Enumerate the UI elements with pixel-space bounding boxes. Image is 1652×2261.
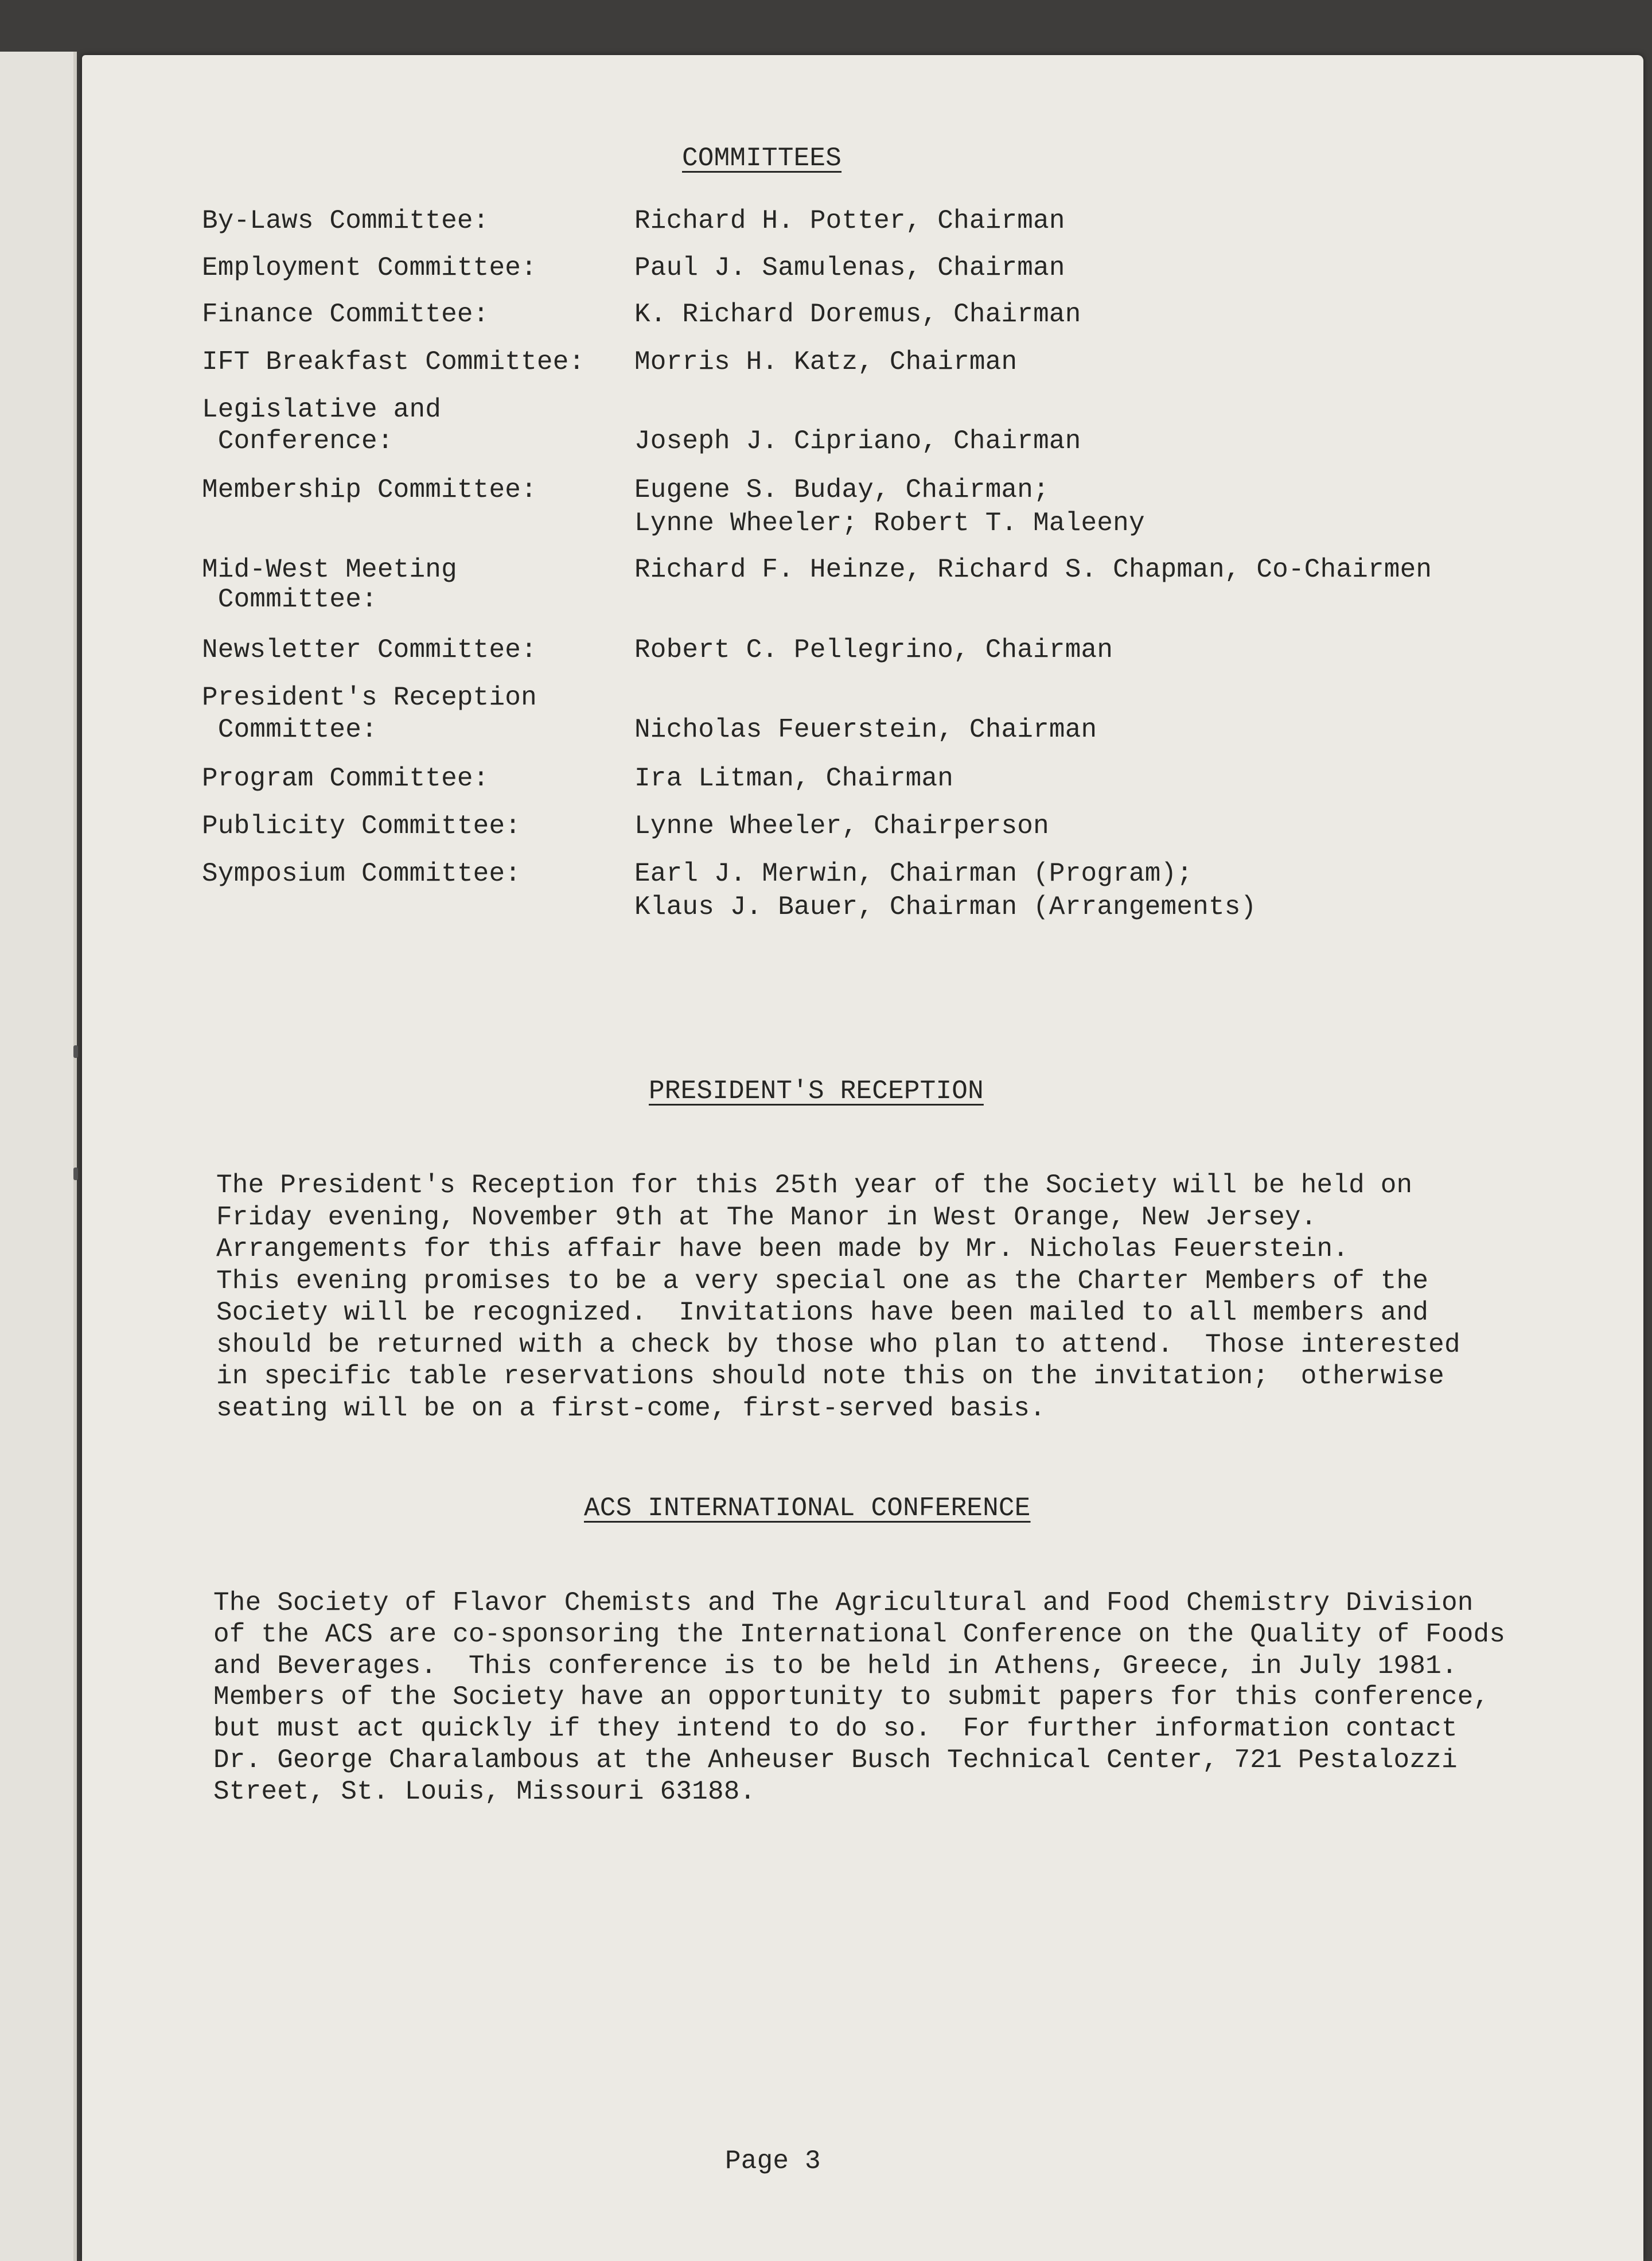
committee-chair: Lynne Wheeler, Chairperson xyxy=(634,811,1049,841)
paragraph-line: Society will be recognized. Invitations have been mailed to all members and xyxy=(216,1298,1429,1328)
binding-mark xyxy=(73,1168,78,1180)
paragraph-line: This evening promises to be a very special one as the Charter Members of the xyxy=(216,1266,1429,1296)
committee-name: President's Reception xyxy=(202,683,537,713)
committee-chair: Lynne Wheeler; Robert T. Maleeny xyxy=(634,508,1145,538)
paragraph-line: and Beverages. This conference is to be held in Athens, Greece, in July 1981. xyxy=(213,1651,1458,1681)
committee-chair: Nicholas Feuerstein, Chairman xyxy=(634,715,1097,745)
committee-name: IFT Breakfast Committee: xyxy=(202,347,585,377)
committee-chair: K. Richard Doremus, Chairman xyxy=(634,299,1081,329)
committee-chair: Joseph J. Cipriano, Chairman xyxy=(634,426,1081,456)
committee-name: Conference: xyxy=(202,426,393,456)
committee-chair: Earl J. Merwin, Chairman (Program); xyxy=(634,859,1193,889)
committee-chair: Ira Litman, Chairman xyxy=(634,764,954,793)
presidents-reception-heading: PRESIDENT'S RECEPTION xyxy=(649,1076,984,1106)
paragraph-line: seating will be on a first-come, first-served basis. xyxy=(216,1393,1046,1423)
acs-conference-heading: ACS INTERNATIONAL CONFERENCE xyxy=(584,1493,1031,1523)
facing-page-edge xyxy=(0,52,77,2261)
committee-name: Legislative and xyxy=(202,395,442,425)
committee-chair: Robert C. Pellegrino, Chairman xyxy=(634,635,1113,665)
paragraph-line: Friday evening, November 9th at The Manor in West Orange, New Jersey. xyxy=(216,1202,1317,1232)
committee-chair: Richard F. Heinze, Richard S. Chapman, Co-Chairmen xyxy=(634,555,1432,585)
committee-name: Symposium Committee: xyxy=(202,859,521,889)
paragraph-line: Street, St. Louis, Missouri 63188. xyxy=(213,1776,756,1807)
committee-chair: Eugene S. Buday, Chairman; xyxy=(634,475,1049,505)
paragraph-line: but must act quickly if they intend to do so. For further information contact xyxy=(213,1714,1458,1744)
paragraph-line: The Society of Flavor Chemists and The Agricultural and Food Chemistry Division xyxy=(213,1588,1474,1618)
paragraph-line: Arrangements for this affair have been made by Mr. Nicholas Feuerstein. xyxy=(216,1234,1349,1264)
page-number: Page 3 xyxy=(725,2146,821,2176)
document-page xyxy=(82,55,1643,2261)
committee-name: By-Laws Committee: xyxy=(202,206,489,236)
committee-chair: Paul J. Samulenas, Chairman xyxy=(634,253,1065,283)
committee-name: Finance Committee: xyxy=(202,299,489,329)
committee-chair: Richard H. Potter, Chairman xyxy=(634,206,1065,236)
committee-name: Mid-West Meeting xyxy=(202,555,457,585)
committees-heading: COMMITTEES xyxy=(682,143,842,173)
committee-name: Newsletter Committee: xyxy=(202,635,537,665)
committee-name: Publicity Committee: xyxy=(202,811,521,841)
paragraph-line: of the ACS are co-sponsoring the International Conference on the Quality of Foods xyxy=(213,1619,1506,1649)
committee-name: Committee: xyxy=(202,715,377,745)
paragraph-line: Members of the Society have an opportunity to submit papers for this conference, xyxy=(213,1682,1490,1713)
committee-name: Program Committee: xyxy=(202,764,489,793)
committee-name: Membership Committee: xyxy=(202,475,537,505)
paragraph-line: Dr. George Charalambous at the Anheuser Busch Technical Center, 721 Pestalozzi xyxy=(213,1745,1458,1775)
committee-name: Employment Committee: xyxy=(202,253,537,283)
committee-chair: Morris H. Katz, Chairman xyxy=(634,347,1018,377)
binding-mark xyxy=(73,1045,78,1058)
committee-name: Committee: xyxy=(202,585,377,614)
paragraph-line: in specific table reservations should note this on the invitation; otherwise xyxy=(216,1361,1444,1391)
paragraph-line: The President's Reception for this 25th year of the Society will be held on xyxy=(216,1170,1413,1200)
paragraph-line: should be returned with a check by those who plan to attend. Those interested xyxy=(216,1329,1460,1360)
committee-chair: Klaus J. Bauer, Chairman (Arrangements) xyxy=(634,892,1257,922)
